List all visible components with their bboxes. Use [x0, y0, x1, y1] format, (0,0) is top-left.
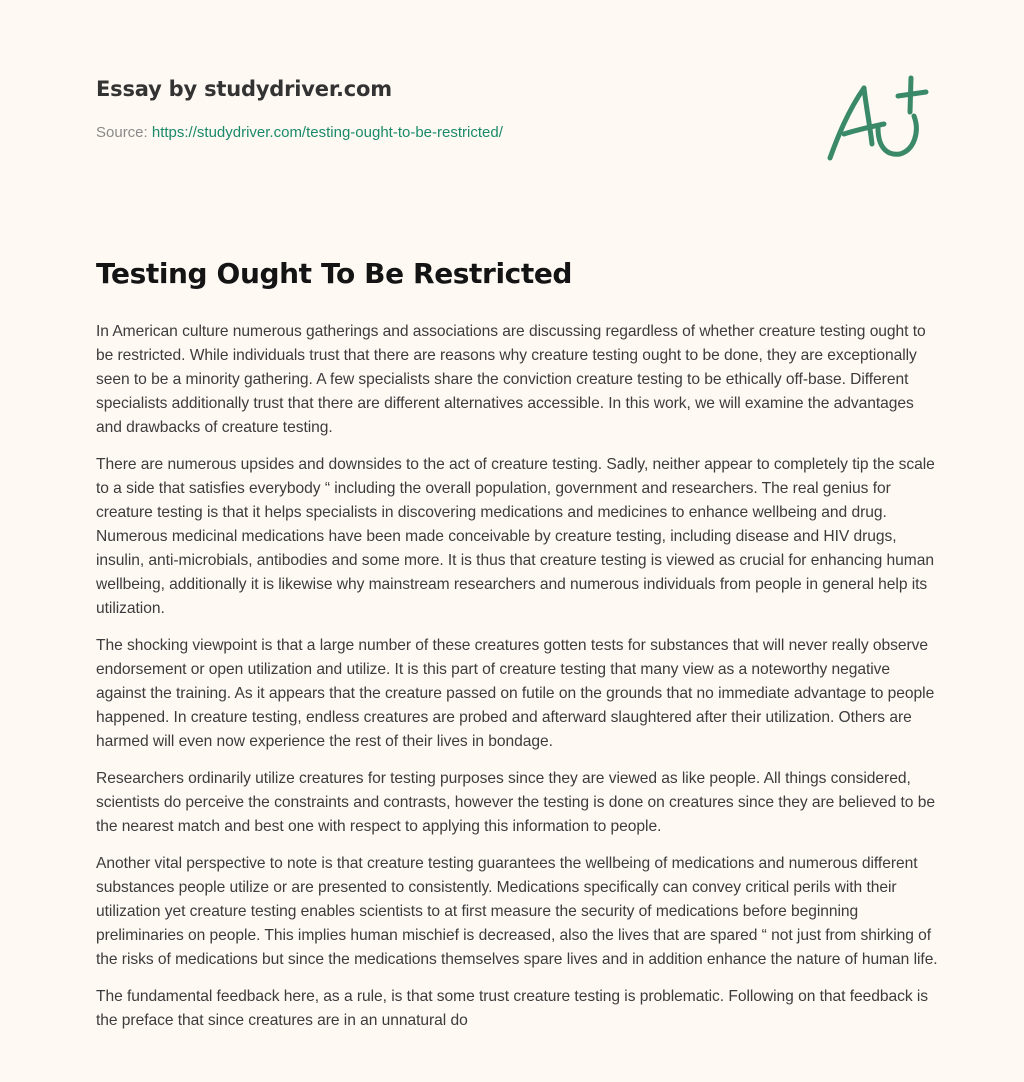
source-link[interactable]: https://studydriver.com/testing-ought-to-be-restricted/ [151, 124, 503, 141]
source-line [96, 123, 936, 143]
page-header [96, 74, 936, 143]
source-label: Source: [96, 124, 148, 141]
essay-content [96, 254, 938, 1046]
site-title: Essay by studydriver.com [96, 77, 392, 101]
essay-paragraph-6: The fundamental feedback here, as a rule, is that some trust creature testing is problematic. Following on that feedback is the preface that since creatures are in an unnatural do [96, 988, 929, 1029]
essay-paragraph-4: Researchers ordinarily utilize creatures for testing purposes since they are viewed as like people. All things considered, scientists do perceive the constraints and contrasts, however the testing is done on creatures since they are believed to be the nearest match and best one with respect to applying this information to people. [96, 770, 935, 835]
essay-paragraph-5: Another vital perspective to note is that creature testing guarantees the wellbeing of medications and numerous different substances people utilize or are presented to consistently. Medications specifically can convey critical perils with their utilization yet creature testing enables scientists to at first measure the security of medications before beginning preliminaries on people. This implies human mischief is decreased, also the lives that are spared “ not just from shirking of the risks of medications but since the medications themselves spare lives and in addition enhance the nature of human life. [96, 855, 938, 968]
essay-paragraph-2: There are numerous upsides and downsides to the act of creature testing. Sadly, neither appear to completely tip the scale to a side that satisfies everybody “ including the overall population, government and researchers. The real genius for creature testing is that it helps specialists in discovering medications and medicines to enhance wellbeing and drug. Numerous medicinal medications have been made conceivable by creature testing, including disease and HIV drugs, insulin, anti-microbials, antibodies and some more. It is thus that creature testing is viewed as crucial for enhancing human wellbeing, additionally it is likewise why mainstream researchers and numerous individuals from people in general help its utilization. [96, 456, 935, 617]
essay-paragraph-1: In American culture numerous gatherings and associations are discussing regardless of whether creature testing ought to be restricted. While individuals trust that there are reasons why creature testing ought to be done, they are exceptionally seen to be a minority gathering. A few specialists share the conviction creature testing to be ethically off-base. Different specialists additionally trust that there are different alternatives accessible. In this work, we will examine the advantages and drawbacks of creature testing. [96, 323, 926, 436]
essay-paragraph-3: The shocking viewpoint is that a large number of these creatures gotten tests for substances that will never really observe endorsement or open utilization and utilize. It is this part of creature testing that many view as a noteworthy negative against the training. As it appears that the creature passed on futile on the grounds that no immediate advantage to people happened. In creature testing, endless creatures are probed and afterward slaughtered after their utilization. Others are harmed will even now experience the rest of their lives in bondage. [96, 637, 935, 750]
essay-title: Testing Ought To Be Restricted [96, 257, 573, 290]
a-plus-grade-icon [820, 66, 930, 166]
